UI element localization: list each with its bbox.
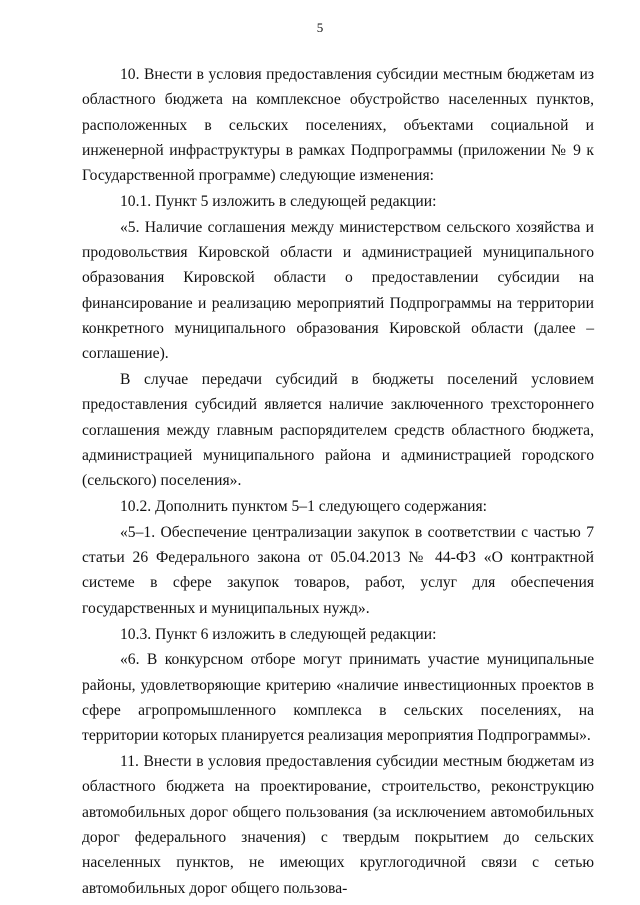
paragraph-item-10-1: 10.1. Пункт 5 изложить в следующей редакции: (120, 192, 437, 210)
paragraph-quote-item-5-1: «5–1. Обеспечение централизации закупок в соответствии с частью 7 статьи 26 Федерального закона от 05.04.2013 № 44-ФЗ «О контрактной системе в сфере закупок товаров, работ, услуг для обеспечения государственных и муниципальных нужд». (82, 523, 594, 617)
paragraph-quote-item-6: «6. В конкурсном отборе могут принимать участие муниципальные районы, удовлетворяющие критерию «наличие инвестиционных проектов в сфере агропромышленного комплекса в сельских поселениях, на территории которых планируется реализация мероприятия Подпрограммы». (82, 651, 594, 745)
paragraph-item-10-3: 10.3. Пункт 6 изложить в следующей редакции: (120, 625, 437, 643)
document-body (82, 62, 594, 901)
paragraph-quote-item-5: «5. Наличие соглашения между министерством сельского хозяйства и продовольствия Кировской области и администрацией муниципального образования Кировской области о предоставлении субсидии на финансирование и реализацию мероприятий Подпрограммы на территории конкретного муниципального образования Кировской области (далее – соглашение). (82, 218, 594, 363)
page-number: 5 (316, 20, 324, 35)
paragraph-transfer-condition: В случае передачи субсидий в бюджеты поселений условием предоставления субсидий является наличие заключенного трехстороннего соглашения между главным распорядителем средств областного бюджета, администрацией муниципального района и администрацией городского (сельского) поселения». (82, 371, 594, 490)
paragraph-item-10: 10. Внести в условия предоставления субсидии местным бюджетам из областного бюджета на комплексное обустройство населенных пунктов, расположенных в сельских поселениях, объектами социальной и инженерной инфраструктуры в рамках Подпрограммы (приложении № 9 к Государственной программе) следующие изменения: (82, 66, 594, 185)
paragraph-item-11: 11. Внести в условия предоставления субсидии местным бюджетам из областного бюджета на проектирование, строительство, реконструкцию автомобильных дорог общего пользования (за исключением автомобильных дорог федерального значения) с твердым покрытием до сельских населенных пунктов, не имеющих круглогодичной связи с сетью автомобильных дорог общего пользова- (82, 753, 594, 897)
paragraph-item-10-2: 10.2. Дополнить пунктом 5–1 следующего содержания: (120, 498, 488, 516)
